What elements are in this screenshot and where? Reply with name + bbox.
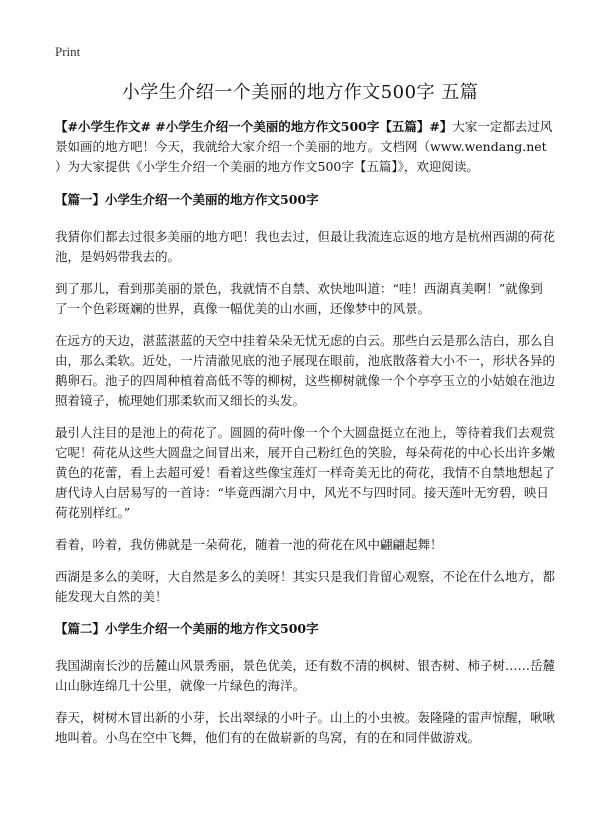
intro-text: 大家一定都去过风景如画的地方吧！今天，我就给大家介绍一个美丽的地方。文档网（www.wendang.net ）为大家提供《小学生介绍一个美丽的地方作文500字【五篇】》，欢迎阅读。 [55, 119, 553, 174]
print-link[interactable]: Print [55, 44, 81, 59]
section-two [55, 619, 555, 748]
paragraph: 西湖是多么的美呀，大自然是多么的美呀！其实只是我们肯留心观察，不论在什么地方，都能发现大自然的美！ [55, 569, 556, 604]
paragraph: 看着，吟着，我仿佛就是一朵荷花，随着一池的荷花在风中翩翩起舞！ [55, 537, 443, 552]
paragraph: 在远方的天边，湛蓝湛蓝的天空中挂着朵朵无忧无虑的白云。那些白云是那么洁白，那么自由，那么柔软。近处，一片清澈见底的池子展现在眼前，池底散落着大小不一，形状各异的鹅卵石。池子的四周种植着高低不等的柳树，这些柳树就像一个个亭亭玉立的小姑娘在池边照着镜子，梳理她们那柔软而又细长的头发。 [55, 333, 556, 408]
paragraph: 最引人注目的是池上的荷花了。圆圆的荷叶像一个个大圆盘挺立在池上，等待着我们去观赏它呢！荷花从这些大圆盘之间冒出来，展开自己粉红色的笑脸，每朵荷花的中心长出许多嫩黄色的花蕾，看上去超可爱！看着这些像宝莲灯一样奇美无比的荷花，我情不自禁地想起了唐代诗人白居易写的一首诗：“毕竟西湖六月中，风光不与四时同。接天莲叶无穷碧，映日荷花别样红。” [55, 425, 556, 520]
paragraph: 到了那儿，看到那美丽的景色，我就情不自禁、欢快地叫道：“哇！西湖真美啊！”就像到了一个色彩斑斓的世界，真像一幅优美的山水画，还像梦中的风景。 [55, 281, 543, 316]
paragraph: 春天，树树木冒出新的小芽，长出翠绿的小叶子。山上的小虫被。轰隆隆的雷声惊醒，啾啾地叫着。小鸟在空中飞舞，他们有的在做崭新的鸟窝，有的在和同伴做游戏。 [55, 710, 556, 745]
article-body [55, 117, 555, 760]
section-heading: 【篇一】小学生介绍一个美丽的地方作文500字 [55, 192, 319, 207]
page-title: 小学生介绍一个美丽的地方作文500字 五篇 [121, 82, 479, 103]
section-heading: 【篇二】小学生介绍一个美丽的地方作文500字 [55, 621, 319, 636]
intro-paragraph [55, 117, 555, 177]
paragraph: 我国湖南长沙的岳麓山风景秀丽，景色优美，还有数不清的枫树、银杏树、柿子树……岳麓山山脉连绵几十公里，就像一片绿色的海洋。 [55, 658, 556, 693]
paragraph: 我猜你们都去过很多美丽的地方吧！我也去过，但最让我流连忘返的地方是杭州西湖的荷花池，是妈妈带我去的。 [55, 229, 556, 264]
intro-tag: 【#小学生作文# #小学生介绍一个美丽的地方作文500字【五篇】#】 [55, 119, 453, 134]
section-one [55, 190, 555, 607]
